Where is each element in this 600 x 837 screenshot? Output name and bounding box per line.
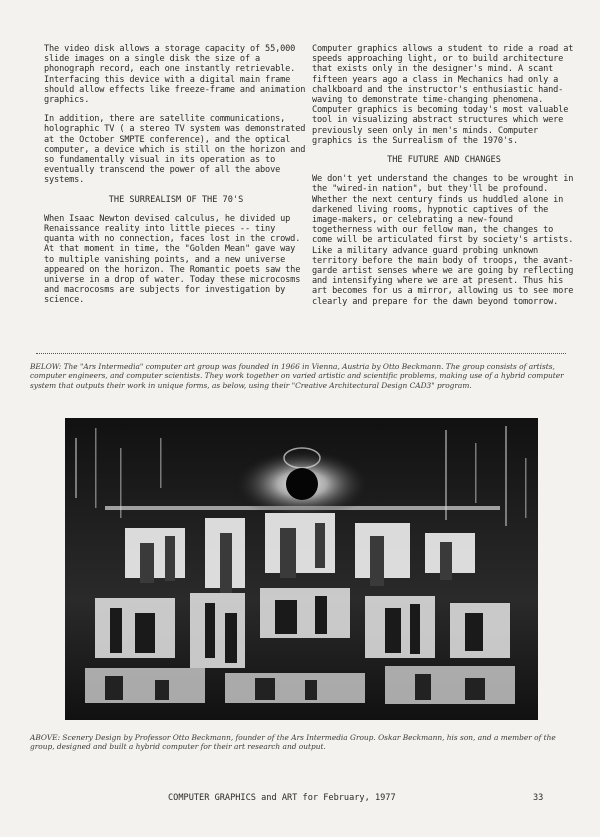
right-paragraph-1: Computer graphics allows a student to ride a road at speeds approaching light, or to build architecture that exists only in the designer's mind. A scant fifteen years ago a class in Mechanics had only a chalkboard and the instructor's enthusiastic hand-waving to demonstrate time-changing phenomena. Computer graphics is becoming today's most valuable tool in visualizing abstract structures which were previously seen only in men's minds. Computer graphics is the Surrealism of the 1970's. (312, 44, 574, 146)
left-paragraph-3: When Isaac Newton devised calculus, he divided up Renaissance reality into little pieces -- tiny quanta with no connection, faces lost in the crowd. At that moment in time, the "Golden Mean" gave way to multiple vanishing points, and a new universe appeared on the horizon. The Romantic poets saw the universe in a drop of water. Today these microcosms and macrocosms are subjects for investigation by science. (44, 213, 301, 306)
left-column (44, 44, 308, 315)
right-section-heading: THE FUTURE AND CHANGES (387, 155, 501, 166)
right-column (312, 44, 576, 316)
page-number: 33 (533, 793, 544, 803)
computer-art-image (65, 418, 538, 720)
left-paragraph-2: In addition, there are satellite communications, holographic TV ( a stereo TV system was demonstrated at the October SMPTE conference), and the optical computer, a device which is still on the horizon and so fundamentally visual in its operation as to eventually transcend the power of all the above systems. (44, 114, 306, 186)
scenery-design-artwork (65, 418, 538, 720)
caption-above: ABOVE: Scenery Design by Professor Otto Beckmann, founder of the Ars Intermedia Group. Oskar Beckmann, his son, and a member of the group, designed and built a hybrid computer for their art research and output. (30, 733, 556, 752)
dotted-divider (36, 353, 566, 354)
caption-below: BELOW: The "Ars Intermedia" computer art group was founded in 1966 in Vienna, Austria by Otto Beckmann. The group consists of artists, computer engineers, and computer scientists. They work together on varied artistic and scientific problems, making use of a hybrid computer system that outputs their work in unique forms, as below, using their "Creative Architectural Design CAD3" program. (30, 362, 564, 390)
right-paragraph-2: We don't yet understand the changes to be wrought in the "wired-in nation", but they'll be profound. Whether the next century finds us huddled alone in darkened living rooms, hypnotic captives of the image-makers, or celebrating a new-found togetherness with our fellow man, the changes to come will be articulated first by society's artists. Like a military advance guard probing unknown territory before the main body of troops, the avant-garde artist senses where we are going by reflecting and intensifying where we are at present. Thus his art becomes for us a mirror, allowing us to see more clearly and prepare for the dawn beyond tomorrow. (312, 174, 574, 307)
left-section-heading: THE SURREALISM OF THE 70'S (108, 194, 244, 205)
footer-publication-title: COMPUTER GRAPHICS and ART for February, 1977 (168, 793, 396, 803)
left-paragraph-1: The video disk allows a storage capacity of 55,000 slide images on a single disk the size of a phonograph record, each one instantly retrievable. Interfacing this device with a digital main frame should allow effects like freeze-frame and animation graphics. (44, 44, 306, 106)
